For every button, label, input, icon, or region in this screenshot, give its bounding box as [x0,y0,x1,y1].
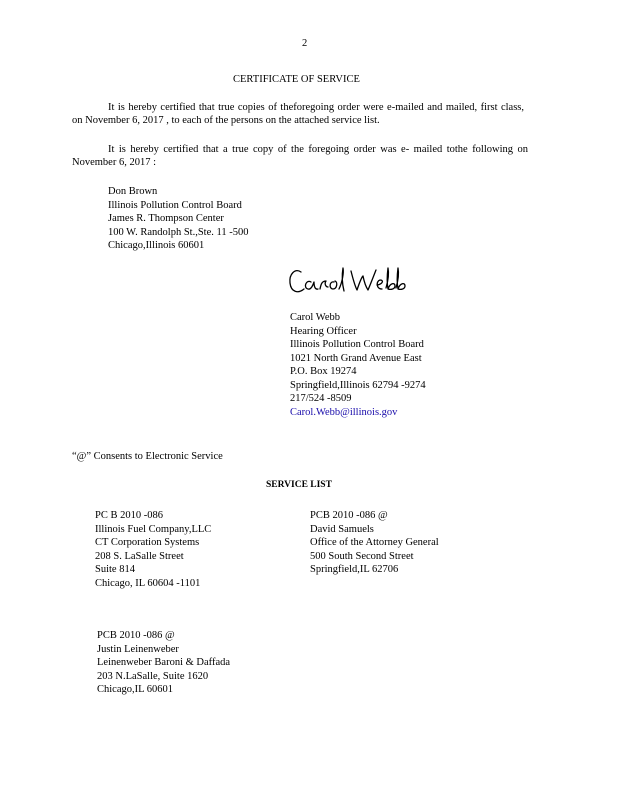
signer-line: Springfield,Illinois 62794 -9274 [290,379,426,391]
service-list-entry [97,629,230,697]
signer-line: P.O. Box 19274 [290,366,357,377]
entry-line: Leinenweber Baroni & Daffada [97,657,231,668]
entry-line: 208 S. LaSalle Street [95,550,184,562]
service-list-entry [95,509,211,590]
docket-number: PC B 2010 -086 [95,510,163,521]
signer-email-link[interactable]: Carol.Webb@illinois.gov [290,406,398,418]
signer-line: Illinois Pollution Control Board [290,339,424,350]
recipient-address-block [108,185,249,253]
service-list-title: SERVICE LIST [266,480,332,490]
recipient-line: Chicago,Illinois 60601 [108,240,205,251]
recipient-name: Don Brown [108,186,158,197]
docket-number: PCB 2010 -086 @ [310,510,388,521]
entry-line: Office of the Attorney General [310,537,439,548]
entry-line: Chicago, IL 60604 -1101 [95,577,201,589]
signer-title: Hearing Officer [290,325,357,337]
recipient-line: James R. Thompson Center [108,213,224,224]
docket-number: PCB 2010 -086 @ [97,630,175,641]
service-list-entry [310,509,439,577]
certification-paragraph-mailed: It is hereby certified that true copies of theforegoing order were e-mailed and mailed, first class, on November 6, 2017 , to each of the persons on the attached service list. [72,102,524,126]
entry-line: Justin Leinenweber [97,643,179,655]
signer-name: Carol Webb [290,312,340,323]
entry-line: Illinois Fuel Company,LLC [95,523,212,535]
signature-block [290,311,426,419]
entry-line: Suite 814 [95,564,135,575]
signer-line: 1021 North Grand Avenue East [290,352,422,364]
entry-line: 203 N.LaSalle, Suite 1620 [97,670,209,682]
entry-line: CT Corporation Systems [95,537,200,548]
page-number: 2 [302,38,308,49]
handwritten-signature [287,265,412,299]
certificate-title: CERTIFICATE OF SERVICE [233,74,360,85]
recipient-line: Illinois Pollution Control Board [108,199,242,211]
entry-line: David Samuels [310,523,374,535]
consent-note: “@” Consents to Electronic Service [72,451,223,462]
entry-line: 500 South Second Street [310,550,414,562]
signer-phone: 217/524 -8509 [290,393,352,404]
recipient-line: 100 W. Randolph St.,Ste. 11 -500 [108,226,249,238]
entry-line: Springfield,IL 62706 [310,564,399,575]
entry-line: Chicago,IL 60601 [97,684,174,695]
certification-paragraph-emailed: It is hereby certified that a true copy of the foregoing order was e- mailed tothe following on November 6, 2017 : [72,144,528,168]
